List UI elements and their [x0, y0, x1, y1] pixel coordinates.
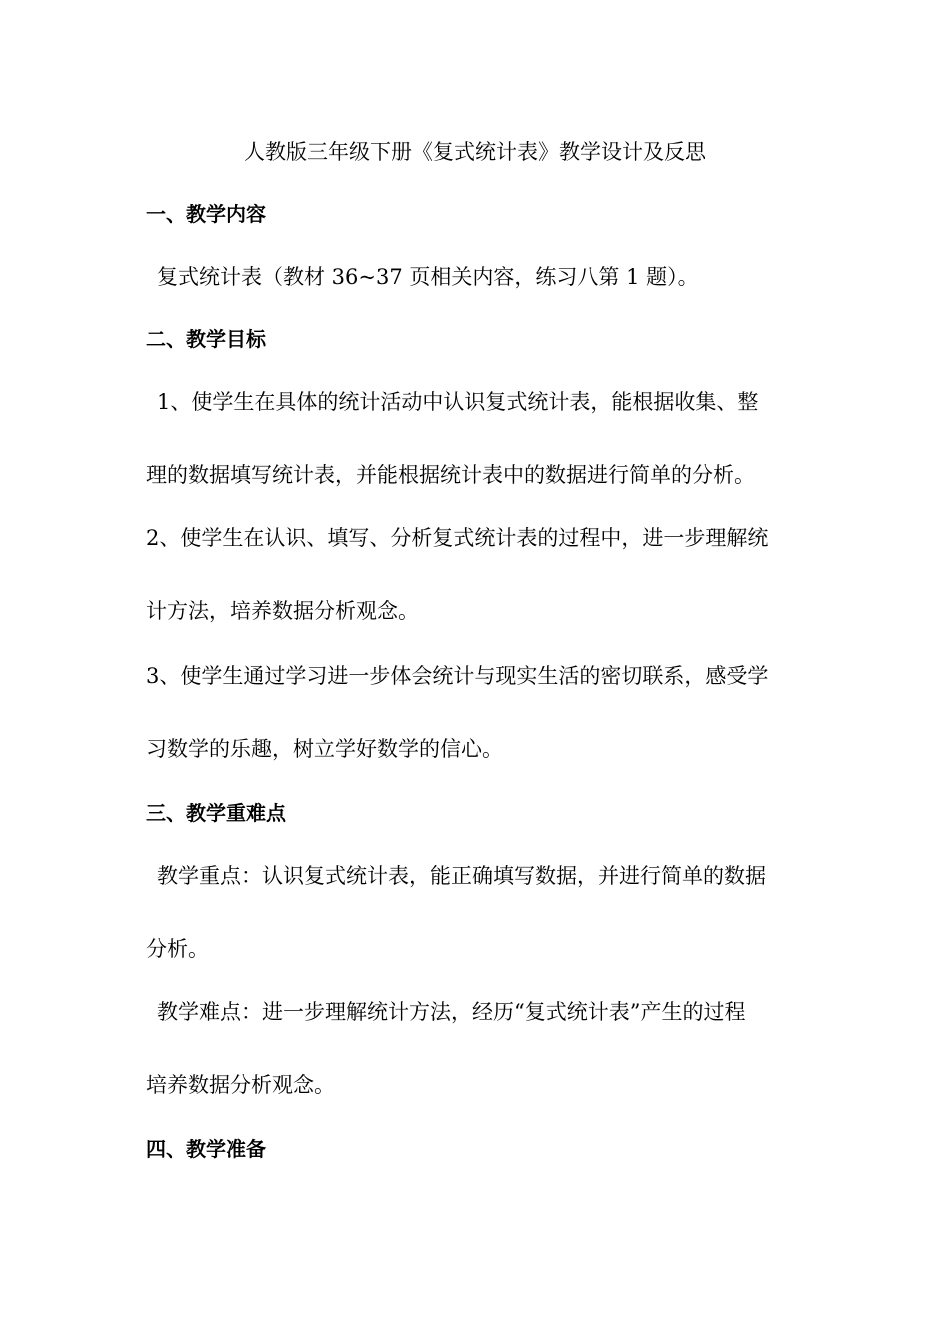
- paragraph-line: 分析。: [146, 937, 209, 961]
- paragraph-line: 1、使学生在具体的统计活动中认识复式统计表，能根据收集、整: [157, 390, 759, 414]
- paragraph-line: 复式统计表（教材 36~37 页相关内容，练习八第 1 题）。: [157, 265, 699, 289]
- section-heading-content: 一、教学内容: [146, 202, 266, 226]
- paragraph-line: 教学重点：认识复式统计表，能正确填写数据，并进行简单的数据: [157, 864, 766, 888]
- paragraph-line: 3、使学生通过学习进一步体会统计与现实生活的密切联系，感受学: [146, 664, 769, 688]
- paragraph-line: 习数学的乐趣，树立学好数学的信心。: [146, 737, 503, 761]
- paragraph-line: 理的数据填写统计表，并能根据统计表中的数据进行简单的分析。: [146, 463, 755, 487]
- paragraph-line: 教学难点：进一步理解统计方法，经历“复式统计表”产生的过程: [157, 1000, 746, 1024]
- paragraph-line: 2、使学生在认识、填写、分析复式统计表的过程中，进一步理解统: [146, 526, 769, 550]
- section-heading-preparation: 四、教学准备: [146, 1137, 266, 1161]
- section-heading-key-points: 三、教学重难点: [146, 801, 286, 825]
- paragraph-line: 培养数据分析观念。: [146, 1073, 335, 1097]
- section-heading-objectives: 二、教学目标: [146, 327, 266, 351]
- document-title: 人教版三年级下册《复式统计表》教学设计及反思: [244, 140, 706, 164]
- paragraph-line: 计方法，培养数据分析观念。: [146, 599, 419, 623]
